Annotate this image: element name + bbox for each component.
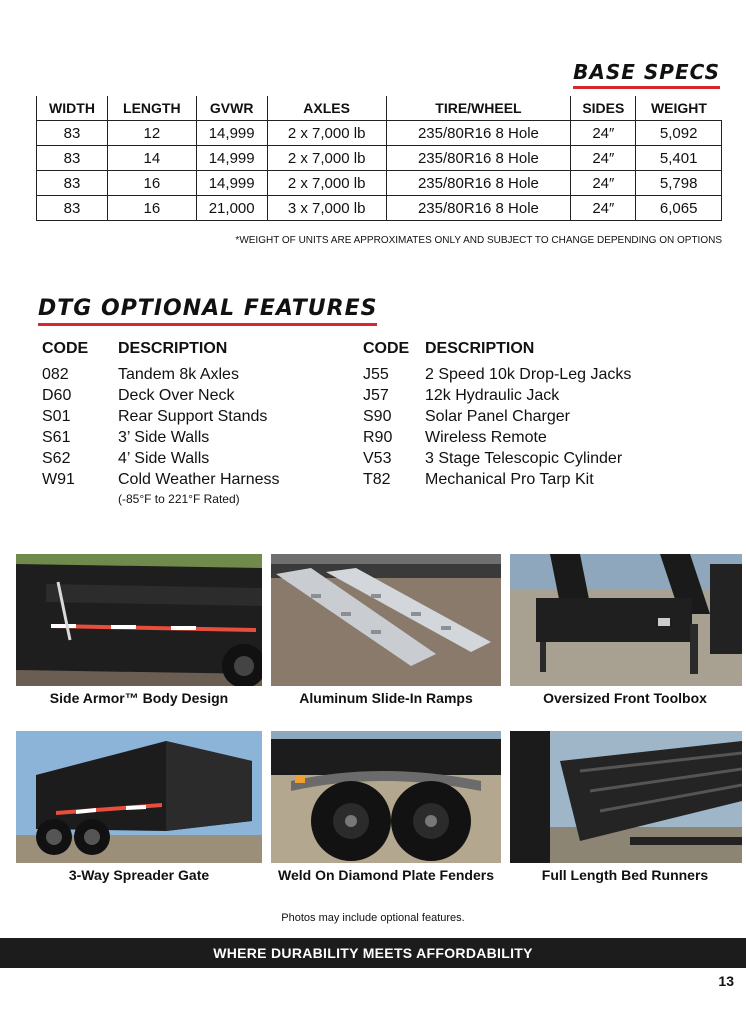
column-header: WIDTH — [37, 96, 108, 121]
feature-description: Mechanical Pro Tarp Kit — [425, 471, 594, 488]
table-cell: 2 x 7,000 lb — [267, 171, 386, 196]
table-cell: 5,092 — [636, 121, 722, 146]
photo-caption: Aluminum Slide-In Ramps — [299, 690, 473, 706]
code-header: CODE — [42, 340, 89, 357]
photo-caption: Weld On Diamond Plate Fenders — [277, 867, 494, 883]
column-header: TIRE/WHEEL — [386, 96, 571, 121]
table-cell: 2 x 7,000 lb — [267, 146, 386, 171]
table-cell: 24″ — [571, 196, 636, 221]
spreader-gate-photo — [16, 731, 262, 863]
table-cell: 5,798 — [636, 171, 722, 196]
table-cell: 14 — [108, 146, 197, 171]
table-cell: 16 — [108, 171, 197, 196]
table-cell: 235/80R16 8 Hole — [386, 121, 571, 146]
table-cell: 83 — [37, 196, 108, 221]
feature-item — [42, 406, 280, 427]
feature-description: Deck Over Neck — [118, 387, 235, 404]
table-cell: 3 x 7,000 lb — [267, 196, 386, 221]
table-cell: 21,000 — [196, 196, 267, 221]
table-cell: 6,065 — [636, 196, 722, 221]
feature-code: J55 — [363, 366, 389, 383]
toolbox-photo — [510, 554, 742, 686]
description-header: DESCRIPTION — [118, 340, 228, 357]
feature-description: 2 Speed 10k Drop-Leg Jacks — [425, 366, 632, 383]
feature-code: T82 — [363, 471, 391, 488]
feature-code: W91 — [42, 471, 75, 488]
feature-description: Cold Weather Harness — [118, 471, 280, 488]
table-row — [37, 121, 722, 146]
code-header: CODE — [363, 340, 410, 357]
feature-item — [42, 427, 280, 448]
feature-item — [42, 385, 280, 406]
page-number: 13 — [718, 973, 734, 989]
table-cell: 235/80R16 8 Hole — [386, 146, 571, 171]
table-cell: 12 — [108, 121, 197, 146]
feature-item — [42, 364, 280, 385]
feature-description: Tandem 8k Axles — [118, 366, 239, 383]
table-row — [37, 146, 722, 171]
feature-code: S01 — [42, 408, 71, 425]
table-cell: 24″ — [571, 171, 636, 196]
feature-item — [363, 364, 631, 385]
feature-description: 12k Hydraulic Jack — [425, 387, 560, 404]
fenders-photo — [271, 731, 501, 863]
description-header: DESCRIPTION — [425, 340, 535, 357]
feature-code: 082 — [42, 366, 69, 383]
features-left-column — [42, 340, 280, 506]
feature-code: J57 — [363, 387, 389, 404]
photo-caption: Full Length Bed Runners — [541, 867, 709, 883]
ramps-photo — [271, 554, 501, 686]
feature-subnote: (-85°F to 221°F Rated) — [118, 492, 240, 506]
feature-item — [363, 385, 631, 406]
features-header — [363, 340, 631, 358]
table-cell: 83 — [37, 171, 108, 196]
feature-item — [363, 406, 631, 427]
feature-item — [363, 448, 631, 469]
table-cell: 83 — [37, 121, 108, 146]
feature-description: Solar Panel Charger — [425, 408, 570, 425]
feature-code: D60 — [42, 387, 72, 404]
feature-code: S61 — [42, 429, 71, 446]
photo-caption: 3-Way Spreader Gate — [68, 867, 210, 883]
photos-disclaimer: Photos may include optional features. — [281, 912, 465, 924]
feature-item — [42, 448, 280, 469]
heading-underline — [38, 323, 377, 326]
feature-description: Rear Support Stands — [118, 408, 268, 425]
table-header-row — [37, 96, 722, 121]
base-specs-heading — [573, 60, 720, 84]
side-armor-photo — [16, 554, 262, 686]
column-header: LENGTH — [108, 96, 197, 121]
specs-table — [36, 96, 722, 221]
table-cell: 5,401 — [636, 146, 722, 171]
table-cell: 24″ — [571, 121, 636, 146]
features-heading — [38, 296, 377, 321]
feature-code: S90 — [363, 408, 392, 425]
feature-item — [42, 469, 280, 490]
column-header: WEIGHT — [636, 96, 722, 121]
table-row — [37, 196, 722, 221]
feature-code: S62 — [42, 450, 71, 467]
base-specs-title: BASE SPECS — [573, 60, 720, 84]
table-row — [37, 171, 722, 196]
table-cell: 2 x 7,000 lb — [267, 121, 386, 146]
feature-description: 4’ Side Walls — [118, 450, 210, 467]
table-cell: 235/80R16 8 Hole — [386, 196, 571, 221]
table-cell: 16 — [108, 196, 197, 221]
tagline-banner: WHERE DURABILITY MEETS AFFORDABILITY — [0, 938, 746, 968]
column-header: AXLES — [267, 96, 386, 121]
bed-runners-photo — [510, 731, 742, 863]
feature-code: V53 — [363, 450, 392, 467]
table-cell: 14,999 — [196, 146, 267, 171]
table-cell: 14,999 — [196, 171, 267, 196]
feature-description: Wireless Remote — [425, 429, 547, 446]
table-cell: 235/80R16 8 Hole — [386, 171, 571, 196]
table-cell: 83 — [37, 146, 108, 171]
heading-underline — [573, 86, 720, 89]
column-header: SIDES — [571, 96, 636, 121]
features-title: DTG OPTIONAL FEATURES — [38, 296, 378, 321]
photo-caption: Oversized Front Toolbox — [543, 690, 707, 706]
photo-caption: Side Armor™ Body Design — [49, 690, 229, 706]
features-header — [42, 340, 280, 358]
feature-description: 3 Stage Telescopic Cylinder — [425, 450, 623, 467]
column-header: GVWR — [196, 96, 267, 121]
feature-item — [363, 427, 631, 448]
feature-item — [363, 469, 631, 490]
feature-description: 3’ Side Walls — [118, 429, 210, 446]
features-right-column — [363, 340, 631, 490]
table-cell: 14,999 — [196, 121, 267, 146]
feature-code: R90 — [363, 429, 393, 446]
weight-disclaimer: *WEIGHT OF UNITS ARE APPROXIMATES ONLY AND SUBJECT TO CHANGE DEPENDING ON OPTIONS — [235, 235, 722, 246]
table-cell: 24″ — [571, 146, 636, 171]
